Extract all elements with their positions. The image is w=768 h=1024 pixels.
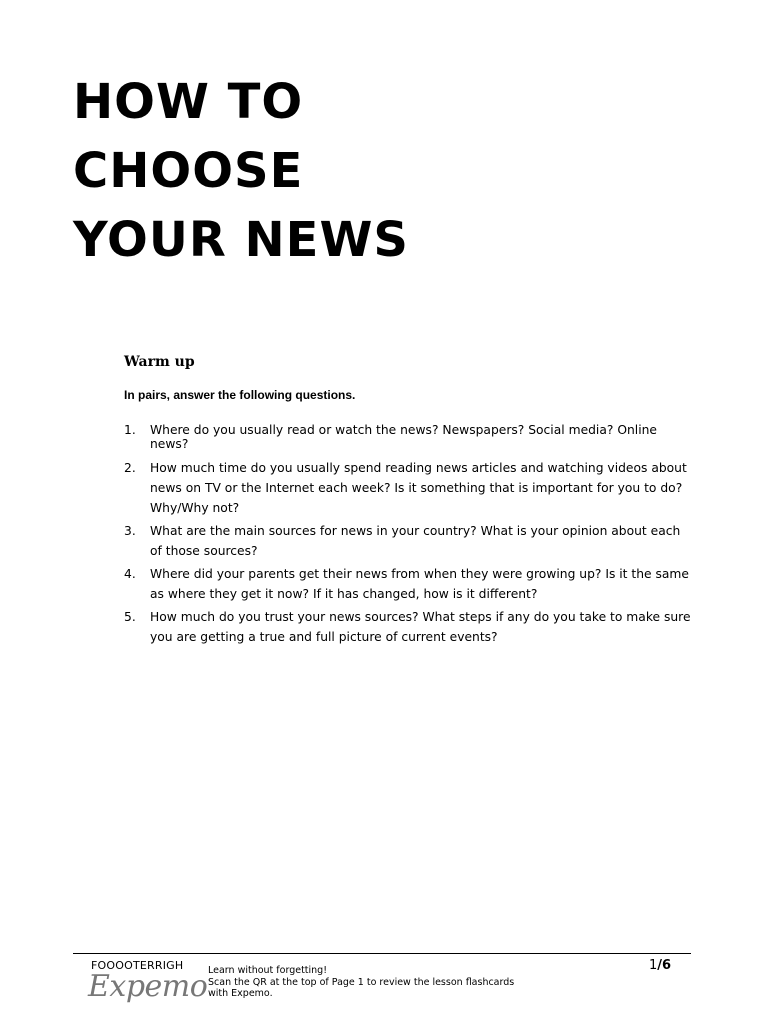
footer-scan-line-2: with Expemo. <box>208 988 273 999</box>
footer-divider <box>73 953 691 954</box>
title-line-3: YOUR NEWS <box>73 212 409 268</box>
question-text: What are the main sources for news in your country? What is your opinion about each of those sources? <box>150 524 681 558</box>
title-line-2: CHOOSE <box>73 143 304 199</box>
question-number: 2. <box>124 461 136 475</box>
question-number: 3. <box>124 524 136 538</box>
question-item <box>124 458 694 518</box>
question-item <box>124 423 694 451</box>
question-number: 1. <box>124 423 136 437</box>
page-number <box>649 957 671 974</box>
expemo-logo <box>86 966 208 1010</box>
logo-wordmark: Expemo <box>88 969 208 1004</box>
footer-tagline: Learn without forgetting! <box>208 965 328 976</box>
question-text: How much time do you usually spend reading news articles and watching videos about news on TV or the Internet each week? Is it something that is important for you to do? Why/Why not? <box>150 461 687 515</box>
question-list <box>124 423 694 650</box>
footer-scan-line-1: Scan the QR at the top of Page 1 to review the lesson flashcards <box>208 976 515 988</box>
question-item <box>124 564 694 604</box>
page-current: 1 <box>649 958 658 973</box>
section-heading-warm-up: Warm up <box>124 354 195 370</box>
footer-code: FOOOOTERRIGH <box>91 959 184 972</box>
question-number: 5. <box>124 610 136 624</box>
instruction-text: In pairs, answer the following questions. <box>124 388 356 402</box>
question-item <box>124 607 694 647</box>
question-text: How much do you trust your news sources? What steps if any do you take to make sure you are getting a true and full picture of current events? <box>150 610 691 644</box>
page-title <box>73 68 409 275</box>
page-total: /6 <box>657 958 672 973</box>
question-item <box>124 521 694 561</box>
footer-message <box>208 965 514 1000</box>
title-line-1: HOW TO <box>73 74 304 130</box>
question-text: Where did your parents get their news from when they were growing up? Is it the same as where they get it now? If it has changed, how is it different? <box>150 567 689 601</box>
question-text: Where do you usually read or watch the news? Newspapers? Social media? Online news? <box>150 423 657 451</box>
question-number: 4. <box>124 567 136 581</box>
